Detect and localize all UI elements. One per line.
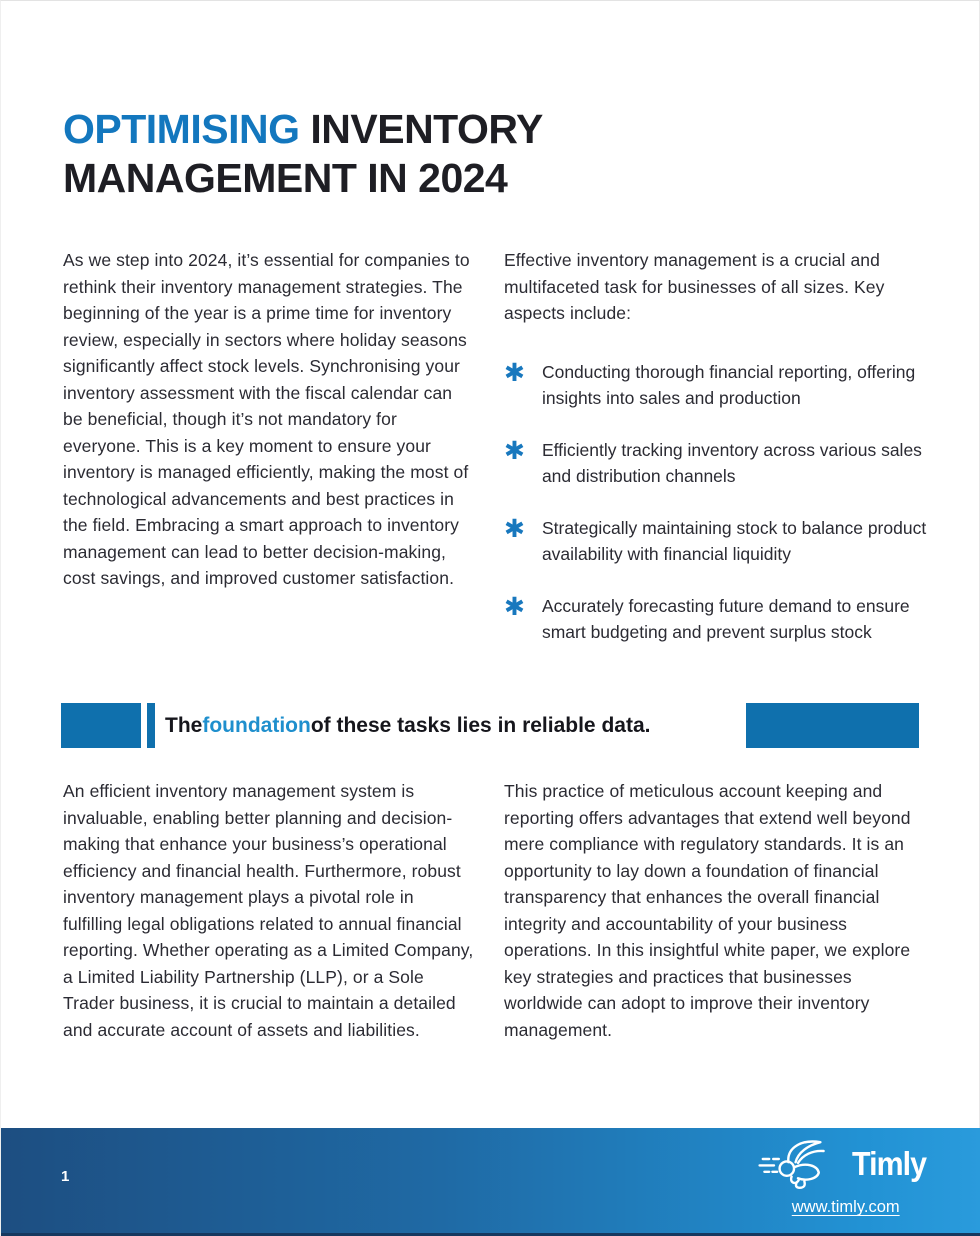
callout-banner: [1, 703, 980, 748]
rabbit-logo-icon: [758, 1134, 846, 1192]
intro-right-paragraph: Effective inventory management is a crucial and multifaceted task for businesses of all sizes. Key aspects include:: [504, 250, 885, 323]
list-item: [504, 359, 928, 412]
body-left-paragraph: An efficient inventory management system is invaluable, enabling better planning and decision-making that enhance your business’s operational efficiency and financial health. Furthermore, robust inventory management plays a pivotal role in fulfilling legal obligations related to annual financial reporting. Whether operating as a Limited Company, a Limited Liability Partnership (LLP), or a Sole Trader business, it is crucial to maintain a detailed and accurate account of assets and liabilities.: [63, 781, 474, 1040]
callout-right-block: [746, 703, 919, 748]
page-title-rest: INVENTORY MANAGEMENT IN 2024: [63, 106, 543, 201]
brand-box: [758, 1134, 933, 1217]
list-item: [504, 515, 928, 568]
list-item-text: Conducting thorough financial reporting, offering insights into sales and production: [541, 361, 916, 408]
intro-left-paragraph: As we step into 2024, it’s essential for companies to rethink their inventory management strategies. The beginning of the year is a prime time for inventory review, especially in sectors where holiday seasons significantly affect stock levels. Synchronising your inventory assessment with the fiscal calendar can be beneficial, though it’s not mandatory for everyone. This is a key moment to ensure your inventory is managed efficiently, making the most of technological advancements and best practices in the field. Embracing a smart approach to inventory management can lead to better decision-making, cost savings, and improved customer satisfaction.: [63, 250, 470, 588]
asterisk-bullet-icon: ✱: [504, 514, 525, 543]
callout-highlight: foundation: [202, 713, 311, 737]
callout-suffix: of these tasks lies in reliable data.: [310, 713, 651, 737]
list-item-text: Accurately forecasting future demand to ensure smart budgeting and prevent surplus stock: [541, 595, 910, 642]
callout-prefix: The: [165, 713, 203, 737]
list-item: [504, 437, 928, 490]
page-number: 1: [61, 1168, 70, 1185]
key-aspects-list: [504, 359, 928, 646]
intro-right-column: [504, 247, 928, 671]
callout-accent-bar: [147, 703, 155, 748]
list-item-text: Strategically maintaining stock to balance product availability with financial liquidity: [541, 517, 927, 564]
page-title-highlight: OPTIMISING: [63, 106, 300, 152]
callout-left-block: [61, 703, 141, 748]
timly-wordmark: Timly: [852, 1144, 927, 1182]
list-item: [504, 593, 928, 646]
footer-band: [1, 1128, 980, 1236]
website-link[interactable]: www.timly.com: [791, 1198, 900, 1216]
timly-logo: [758, 1134, 933, 1192]
asterisk-bullet-icon: ✱: [504, 436, 525, 465]
page-title: [63, 105, 723, 203]
asterisk-bullet-icon: ✱: [504, 358, 525, 387]
callout-text: [165, 703, 740, 748]
asterisk-bullet-icon: ✱: [504, 592, 525, 621]
list-item-text: Efficiently tracking inventory across various sales and distribution channels: [541, 439, 922, 486]
body-right-paragraph: This practice of meticulous account keeping and reporting offers advantages that extend well beyond mere compliance with regulatory standards. It is an opportunity to lay down a foundation of financial transparency that enhances the overall financial integrity and accountability of your business operations. In this insightful white paper, we explore key strategies and practices that businesses worldwide can adopt to improve their inventory management.: [504, 781, 911, 1040]
